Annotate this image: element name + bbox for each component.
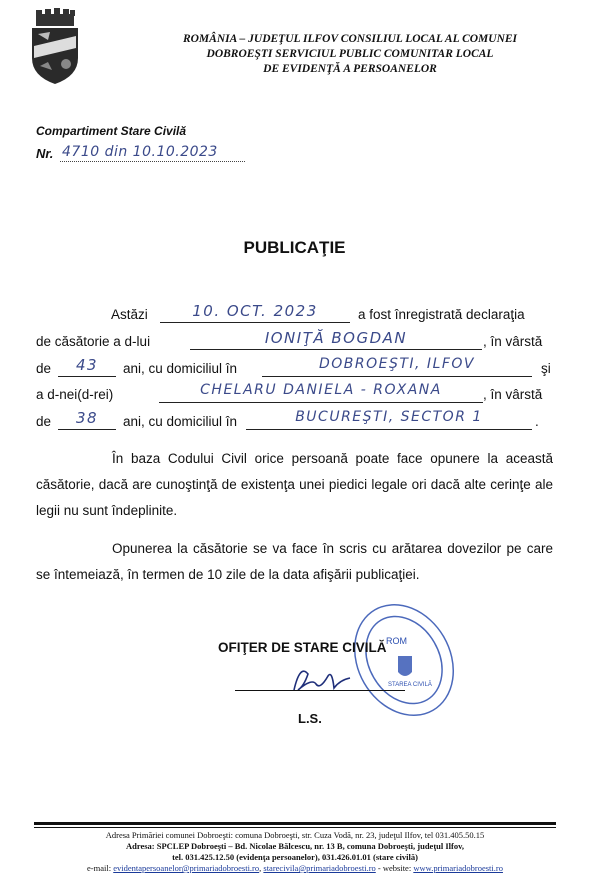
text-astazi: Astăzi — [111, 307, 148, 322]
text-age-1: , în vârstă — [483, 334, 543, 349]
text-mrs: a d-nei(d-rei) — [36, 387, 114, 402]
signature-title: OFIŢER DE STARE CIVILĂ — [218, 640, 387, 655]
header-line-1: ROMÂNIA – JUDEŢUL ILFOV CONSILIUL LOCAL AL COMUNEI — [182, 33, 518, 45]
handwritten-signature — [286, 660, 356, 700]
website-label: - website: — [377, 863, 412, 873]
bride-age-field: 38 — [58, 409, 116, 430]
footer-line-1: Adresa Primăriei comunei Dobroeşti: comuna Dobroeşti, str. Cuza Vodă, nr. 23, judeţul Ilfov, tel 031.405.50.15 — [105, 830, 485, 840]
footer-line-3: tel. 031.425.12.50 (evidenţa persoanelor), 031.426.01.01 (stare civilă) — [172, 852, 418, 862]
email-separator: , — [259, 863, 262, 873]
institution-header — [130, 32, 570, 77]
text-period: . — [535, 414, 539, 429]
groom-age-field: 43 — [58, 356, 116, 377]
footer-divider-thin — [34, 827, 556, 828]
opposition-paragraph — [36, 446, 553, 524]
svg-text:ROM: ROM — [386, 636, 407, 646]
coat-of-arms-logo — [26, 8, 84, 86]
opposition-paragraph-text: În baza Codului Civil orice persoană poate face opunere la această căsătorie, dacă are cunoştinţă de existenţa unei piedici legale ori dacă alte cerinţe ale legii nu sunt îndeplinite. — [36, 451, 553, 518]
ls-label: L.S. — [298, 711, 322, 726]
text-domicile-2: ani, cu domiciliul în — [123, 414, 238, 429]
footer — [20, 830, 570, 874]
registration-number-underline — [60, 161, 245, 162]
text-de-1: de — [36, 361, 52, 376]
email-link-starecivila[interactable]: starecivila@primariadobroesti.ro — [263, 863, 376, 873]
text-and: şi — [541, 361, 551, 376]
groom-name-field: IONIŢĂ BOGDAN — [190, 329, 482, 350]
procedure-paragraph — [36, 536, 553, 588]
procedure-paragraph-text: Opunerea la căsătorie se va face în scris cu arătarea dovezilor pe care se întemeiază, în termen de 10 zile de la data afişării publicaţiei. — [36, 541, 553, 582]
declaration-date-field: 10. OCT. 2023 — [160, 302, 350, 323]
registration-number-value: 4710 din 10.10.2023 — [62, 144, 218, 160]
bride-address-field: BUCUREŞTI, SECTOR 1 — [246, 409, 532, 430]
email-link-evidenta[interactable]: evidentapersoanelor@primariadobroesti.ro — [113, 863, 260, 873]
bride-name-field: CHELARU DANIELA - ROXANA — [159, 382, 483, 403]
header-line-2: DOBROEŞTI SERVICIUL PUBLIC COMUNITAR LOCAL — [206, 48, 494, 60]
website-link[interactable]: www.primariadobroesti.ro — [413, 863, 503, 873]
text-age-2: , în vârstă — [483, 387, 543, 402]
text-registered: a fost înregistrată declaraţia — [358, 307, 525, 322]
text-de-2: de — [36, 414, 52, 429]
document-title: PUBLICAŢIE — [243, 238, 346, 257]
header-line-3: DE EVIDENŢĂ A PERSOANELOR — [263, 63, 437, 75]
text-domicile-1: ani, cu domiciliul în — [123, 361, 238, 376]
footer-line-4 — [20, 863, 570, 874]
stamp-center-text: STAREA CIVILĂ — [388, 682, 432, 688]
signature-line — [235, 690, 405, 691]
department-label: Compartiment Stare Civilă — [36, 124, 187, 138]
email-label: e-mail: — [87, 863, 112, 873]
text-marriage-of-mr: de căsătorie a d-lui — [36, 334, 151, 349]
official-stamp — [346, 594, 462, 726]
footer-divider — [34, 822, 556, 825]
registration-number-label: Nr. — [36, 146, 54, 161]
footer-line-2: Adresa: SPCLEP Dobroeşti – Bd. Nicolae Bălcescu, nr. 13 B, comuna Dobroeşti, judeţul Ilfov, — [125, 841, 465, 851]
groom-address-field: DOBROEŞTI, ILFOV — [262, 356, 532, 377]
